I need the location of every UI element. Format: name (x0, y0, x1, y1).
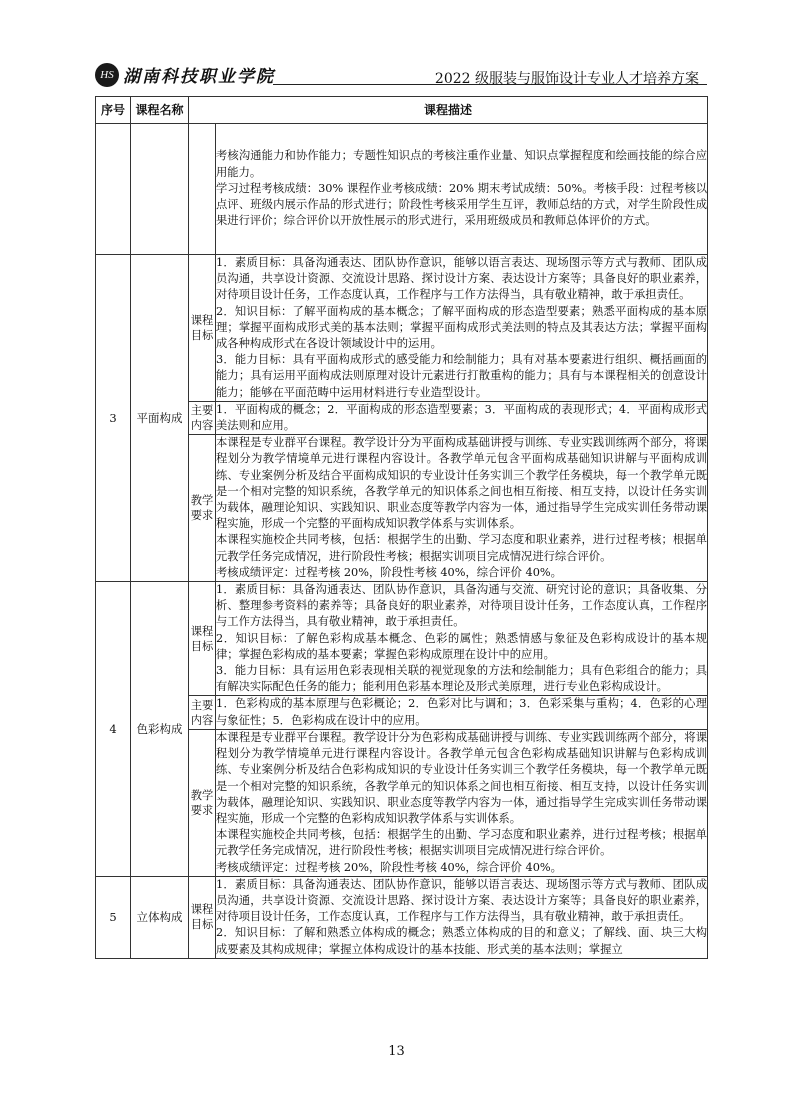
paragraph: 1．素质目标：具备沟通表达、团队协作意识，能够以语言表达、现场图示等方式与教师、团队成员沟通，共享设计资源、交流设计思路、探讨设计方案、表达设计方案等；具备良好的职业素养，对待项目设计任务，工作态度认真，工作程序与工作方法得当，具有敬业精神，敢于承担责任。 (216, 256, 708, 302)
section-label: 主要内容 (189, 401, 216, 434)
continuation-row (96, 124, 708, 255)
section-content (216, 435, 708, 582)
page-header (95, 62, 707, 88)
section-label: 教学要求 (189, 435, 216, 582)
paragraph: 1．素质目标：具备沟通表达、团队协作意识，能够以语言表达、现场图示等方式与教师、团队成员沟通，共享设计资源、交流设计思路、探讨设计方案、表达设计方案等；具备良好的职业素养，对待项目设计任务，工作态度认真，工作程序与工作方法得当，具有敬业精神，敢于承担责任。 (216, 877, 708, 924)
paragraph: 考核成绩评定：过程考核 20%，阶段性考核 40%，综合评价 40%。 (216, 860, 562, 874)
cell-empty-no (96, 124, 131, 255)
paragraph: 考核沟通能力和协作能力；专题性知识点的考核注重作业量、知识点掌握程度和绘画技能的综合应用能力。 (216, 149, 708, 179)
paragraph: 本课程是专业群平台课程。教学设计分为色彩构成基础讲授与训练、专业实践训练两个部分，将课程划分为教学情境单元进行课程内容设计。各教学单元包含色彩构成基础知识讲解与色彩构成训练、专业案例分析及结合色彩构成知识的专业设计任务实训三个教学任务模块，每一个教学单元既是一个相对完整的知识系统，各教学单元的知识体系之间也相互衔接、相互支持，以设计任务实训为载体，融理论知识、实践知识、职业态度等教学内容为一体，通过指导学生完成实训任务带动课程实施，形成一个完整的色彩构成知识教学体系与实训体系。 (216, 730, 708, 825)
paragraph: 学习过程考核成绩：30% 课程作业考核成绩：20% 期末考试成绩：50%。考核手段：过程考核以点评、班级内展示作品的形式进行；阶段性考核采用学生互评，教师总结的方式，对学生阶段性成果进行评价；综合评价以开放性展示的形式进行，采用班级成员和教师总体评价的方式。 (216, 181, 708, 228)
section-label: 课程目标 (189, 876, 216, 958)
section-content (216, 401, 708, 434)
course-number: 5 (96, 876, 131, 958)
paragraph: 本课程实施校企共同考核，包括：根据学生的出勤、学习态度和职业素养，进行过程考核；根据单元教学任务完成情况，进行阶段性考核；根据实训项目完成情况进行综合评价。 (216, 828, 708, 858)
continuation-description (216, 124, 708, 255)
section-label: 主要内容 (189, 696, 216, 729)
header-course-name: 课程名称 (131, 97, 189, 124)
paragraph: 1．平面构成的概念；2．平面构成的形态造型要素；3．平面构成的表现形式；4．平面构成形式美法则和应用。 (216, 402, 708, 433)
course-number: 4 (96, 582, 131, 877)
table-row (96, 255, 708, 402)
paragraph: 2．知识目标：了解平面构成的基本概念；了解平面构成的形态造型要素；熟悉平面构成的基本原理；掌握平面构成形式美的基本法则；掌握平面构成形式美法则的特点及其表达方法；掌握平面构成各种构成形式在各设计领域设计中的运用。 (216, 304, 708, 351)
cell-empty-name (131, 124, 189, 255)
section-content (216, 876, 708, 958)
paragraph: 本课程实施校企共同考核，包括：根据学生的出勤、学习态度和职业素养，进行过程考核；根据单元教学任务完成情况，进行阶段性考核；根据实训项目完成情况进行综合评价。 (216, 533, 708, 563)
paragraph: 2．知识目标：了解和熟悉立体构成的概念；熟悉立体构成的目的和意义；了解线、面、块三大构成要素及其构成规律；掌握立体构成设计的基本技能、形式美的基本法则；掌握立 (216, 926, 708, 956)
school-name: 湖南科技职业学院 (123, 67, 275, 87)
table-row (96, 582, 708, 696)
course-name: 色彩构成 (131, 582, 189, 877)
paragraph: 1．素质目标：具备沟通表达、团队协作意识，具备沟通与交流、研究讨论的意识；具备收集、分析、整理参考资料的素养等；具备良好的职业素养，对待项目设计任务，工作态度认真，工作程序与工作方法得当，具有敬业精神，敢于承担责任。 (216, 583, 708, 629)
section-label: 教学要求 (189, 729, 216, 876)
course-number: 3 (96, 255, 131, 582)
course-name: 平面构成 (131, 255, 189, 582)
paragraph: 3．能力目标：具有平面构成形式的感受能力和绘制能力；具有对基本要素进行组织、概括画面的能力；具有运用平面构成法则原理对设计元素进行打散重构的能力；具有与本课程相关的创意设计能力；能够在平面范畴中运用材料进行专业造型设计。 (216, 353, 708, 399)
section-label: 课程目标 (189, 582, 216, 696)
paragraph: 本课程是专业群平台课程。教学设计分为平面构成基础讲授与训练、专业实践训练两个部分，将课程划分为教学情境单元进行课程内容设计。各教学单元包含平面构成基础知识讲解与平面构成训练、专业案例分析及结合平面构成知识的专业设计任务实训三个教学任务模块，每一个教学单元既是一个相对完整的知识系统，各教学单元的知识体系之间也相互衔接、相互支持，以设计任务实训为载体，融理论知识、实践知识、职业态度等教学内容为一体，通过指导学生完成实训任务带动课程实施，形成一个完整的平面构成知识教学体系与实训体系。 (216, 436, 708, 531)
page-number: 13 (388, 1044, 405, 1059)
section-content (216, 582, 708, 696)
section-content (216, 729, 708, 876)
header-description: 课程描述 (189, 97, 708, 124)
header-no: 序号 (96, 97, 131, 124)
paragraph: 2．知识目标：了解色彩构成基本概念、色彩的属性；熟悉情感与象征及色彩构成设计的基本规律；掌握色彩构成的基本要素；掌握色彩构成原理在设计中的应用。 (216, 631, 708, 661)
school-emblem-icon (95, 63, 119, 87)
table-row (96, 876, 708, 958)
document-title: 2022 级服装与服饰设计专业人才培养方案 (434, 71, 699, 87)
section-content (216, 255, 708, 402)
school-logo (95, 62, 275, 87)
course-name: 立体构成 (131, 876, 189, 958)
section-content (216, 696, 708, 729)
paragraph: 3．能力目标：具有运用色彩表现相关联的视觉现象的方法和绘制能力；具有色彩组合的能力；具有解决实际配色任务的能力；能利用色彩基本理论及形式美原理，进行专业色彩构成设计。 (216, 664, 708, 694)
table-header-row (96, 97, 708, 124)
cell-empty-sub (189, 124, 216, 255)
paragraph: 考核成绩评定：过程考核 20%，阶段性考核 40%，综合评价 40%。 (216, 565, 562, 579)
section-label: 课程目标 (189, 255, 216, 402)
paragraph: 1．色彩构成的基本原理与色彩概论；2．色彩对比与调和；3．色彩采集与重构；4．色彩的心理与象征性；5．色彩构成在设计中的应用。 (216, 697, 708, 727)
emblem-letters: HS (100, 68, 114, 81)
course-table (95, 96, 708, 959)
